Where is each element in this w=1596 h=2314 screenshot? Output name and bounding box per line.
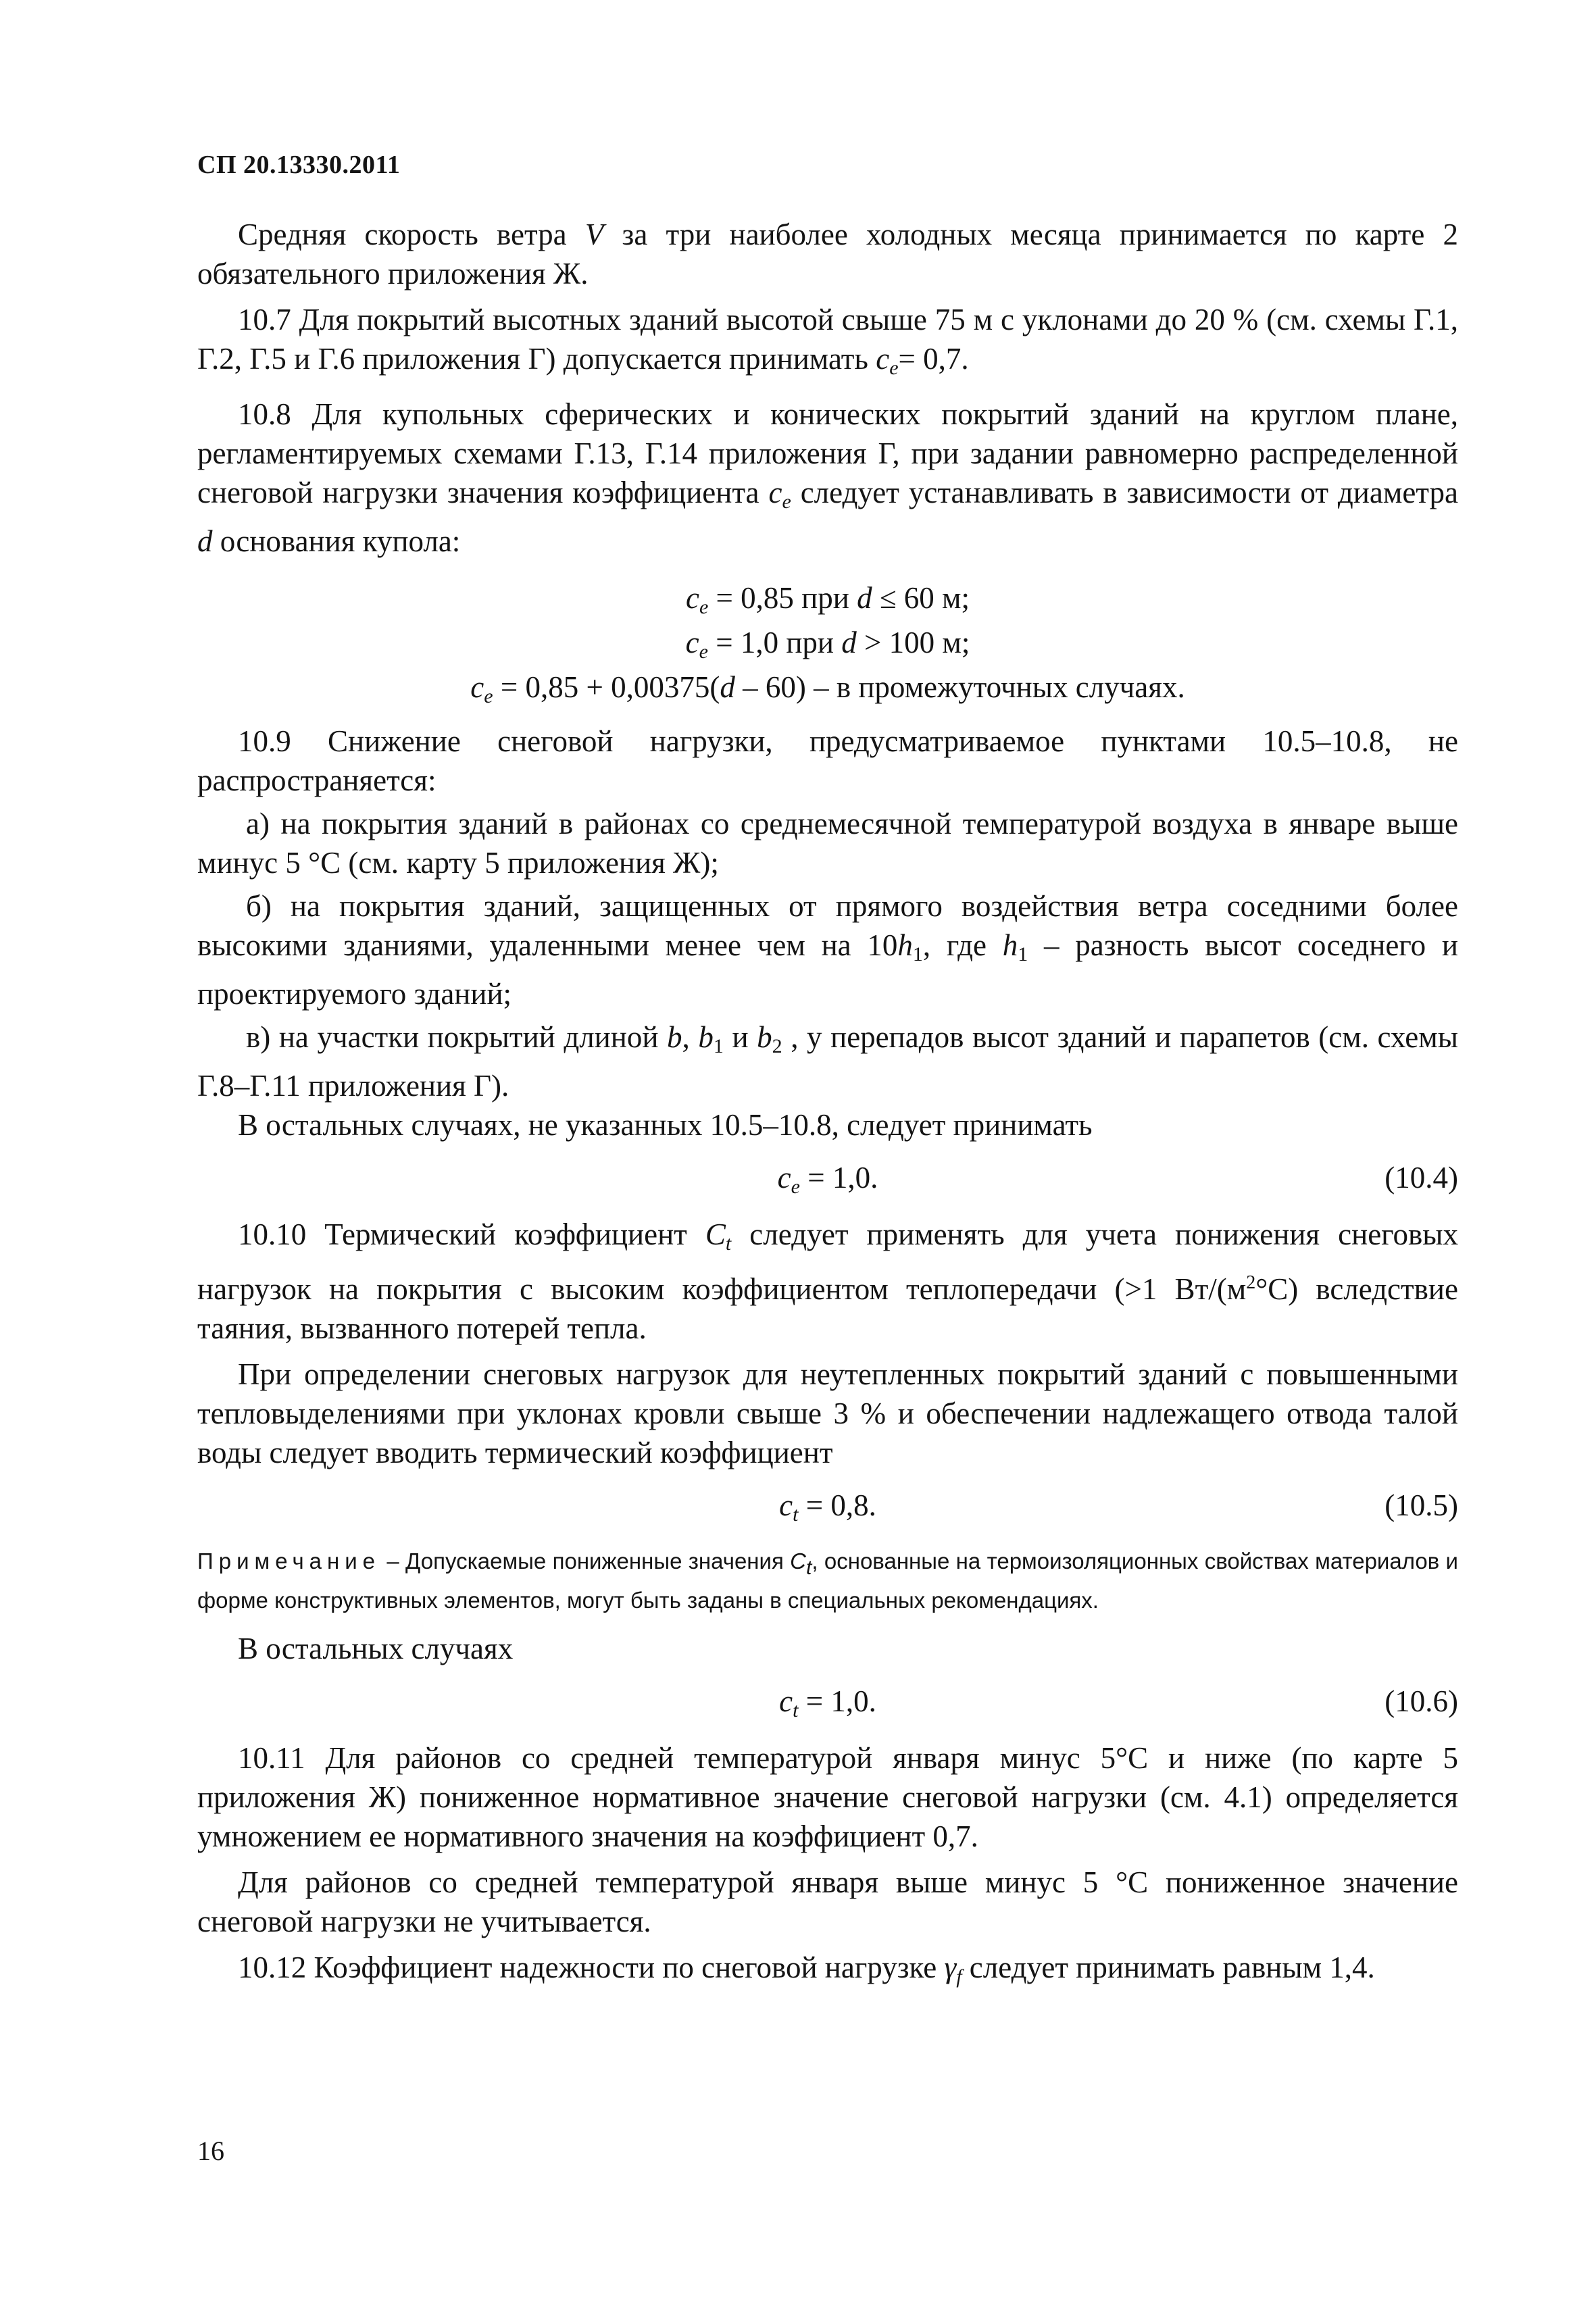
symbol-d: d (197, 524, 213, 558)
formula-line (197, 576, 1458, 620)
symbol-c: c (685, 581, 699, 615)
note (197, 1545, 1458, 1617)
formula-number: (10.4) (1385, 1161, 1458, 1194)
formula-10-6 (197, 1676, 1458, 1726)
subscript-e: e (699, 640, 708, 663)
symbol-C: C (705, 1217, 726, 1251)
formula-block-ce (197, 576, 1458, 709)
text: = 0,85 + 0,00375( (493, 670, 720, 704)
symbol-gamma: γ (944, 1951, 957, 1984)
text: °С) вследствие таяния, вызванного потерей тепла. (197, 1272, 1458, 1345)
symbol-c: c (470, 670, 484, 704)
symbol-b1: b (698, 1020, 714, 1054)
paragraph-other-cases: В остальных случаях, не указанных 10.5–10.8, следует принимать (238, 1108, 1093, 1142)
subscript-2: 2 (772, 1035, 782, 1057)
text: = 1,0 при (707, 626, 842, 659)
subscript-e: e (699, 596, 709, 618)
formula-line (197, 620, 1458, 665)
paragraph-thermal: При определении снеговых нагрузок для неутепленных покрытий зданий с повышенными тепловыделениями при уклонах кровли свыше 3 % и обеспечении надлежащего отвода талой воды следует вводить термический коэффициент (197, 1357, 1458, 1469)
paragraph-10-11: 10.11 Для районов со средней температурой января минус 5°С и ниже (по карте 5 приложения Ж) пониженное нормативное значение снеговой нагрузки (см. 4.1) определяется умножением ее нормативного значения на коэффициент 0,7. (197, 1741, 1458, 1853)
list-item-a: а) на покрытия зданий в районах со среднемесячной температурой воздуха в январе выше минус 5 °С (см. карту 5 приложения Ж); (197, 807, 1458, 880)
text: , (682, 1020, 699, 1054)
text: следует применять для учета понижения снеговых нагрузок на покрытия с высоким коэффициентом теплопередачи (>1 Вт/(м (197, 1217, 1458, 1306)
list-item-b (197, 886, 1458, 1013)
paragraph-other-cases-2: В остальных случаях (238, 1632, 514, 1665)
symbol-c: c (779, 1684, 793, 1718)
subscript-t: t (725, 1232, 732, 1255)
symbol-d: d (720, 670, 735, 704)
text: 10.8 Для купольных сферических и конических покрытий зданий на круглом плане, регламентируемых схемами Г.13, Г.14 приложения Г, при задании равномерно распределенной снеговой нагрузки значения коэффициента (197, 397, 1458, 509)
text: > 100 м; (856, 626, 970, 659)
paragraph-10-9: 10.9 Снижение снеговой нагрузки, предусматриваемое пунктами 10.5–10.8, не распространяется: (197, 724, 1458, 797)
formula-number: (10.5) (1385, 1488, 1458, 1522)
formula-10-4 (197, 1153, 1458, 1203)
text: Средняя скорость ветра (238, 218, 585, 251)
symbol-b2: b (757, 1020, 772, 1054)
subscript-t: t (793, 1699, 799, 1721)
paragraph-10-8 (197, 395, 1458, 561)
text: = 0,7. (898, 342, 969, 376)
formula-10-5 (197, 1480, 1458, 1530)
formula-number: (10.6) (1385, 1684, 1458, 1718)
paragraph-10-7 (197, 300, 1458, 388)
subscript-e: e (889, 357, 899, 379)
text: – разность высот соседнего и проектируемого зданий; (197, 928, 1458, 1011)
text: основания купола: (212, 524, 461, 558)
subscript-e: e (782, 491, 791, 513)
symbol-d: d (857, 581, 872, 615)
text: за три наиболее холодных месяца принимается по карте 2 обязательного приложения Ж. (197, 218, 1458, 291)
formula (197, 1153, 1458, 1212)
subscript-e: e (791, 1176, 800, 1198)
text: 10.7 Для покрытий высотных зданий высотой свыше 75 м с уклонами до 20 % (см. схемы Г.1, Г.2, Г.5 и Г.6 приложения Г) допускается принимать (197, 303, 1458, 376)
text: в) на участки покрытий длиной (246, 1020, 668, 1054)
text: и (723, 1020, 757, 1054)
page-number: 16 (197, 2136, 224, 2166)
symbol-c: c (777, 1161, 791, 1194)
formula (197, 1676, 1458, 1736)
text: – Допускаемые пониженные значения (380, 1549, 791, 1574)
formula-line (197, 665, 1458, 709)
subscript-e: e (484, 685, 493, 707)
symbol-c: c (779, 1488, 793, 1522)
text: = 0,85 при (708, 581, 857, 615)
paragraph-10-12 (197, 1948, 1458, 1996)
symbol-c: c (685, 626, 699, 659)
text: = 1,0. (798, 1684, 876, 1718)
subscript-t: t (806, 1557, 812, 1579)
symbol-h: h (897, 928, 913, 962)
subscript-1: 1 (912, 943, 923, 965)
symbol-c: c (876, 342, 890, 376)
subscript-t: t (793, 1503, 799, 1526)
subscript-f: f (956, 1965, 962, 1988)
subscript-1: 1 (1018, 943, 1028, 965)
formula (197, 1480, 1458, 1540)
text: – 60) – в промежуточных случаях. (734, 670, 1185, 704)
symbol-h: h (1002, 928, 1018, 962)
list-item-c (197, 1017, 1458, 1105)
superscript-2: 2 (1246, 1272, 1256, 1293)
symbol-b: b (667, 1020, 682, 1054)
symbol-d: d (841, 626, 857, 659)
text: 10.12 Коэффициент надежности по снеговой нагрузке (238, 1951, 945, 1984)
symbol-C: C (790, 1549, 807, 1574)
text: , у перепадов высот зданий и парапетов (см. схемы Г.8–Г.11 приложения Г). (197, 1020, 1458, 1103)
text: , основанные на термоизоляционных свойствах материалов и форме конструктивных элементов, могут быть заданы в специальных рекомендациях. (197, 1549, 1458, 1613)
paragraph-regions: Для районов со средней температурой января выше минус 5 °С пониженное значение снеговой нагрузки не учитывается. (197, 1865, 1458, 1938)
text: = 1,0. (799, 1161, 878, 1194)
symbol-c: c (768, 476, 782, 509)
subscript-1: 1 (713, 1035, 724, 1057)
text: 10.10 Термический коэффициент (238, 1217, 705, 1251)
text: ≤ 60 м; (872, 581, 970, 615)
text: б) на покрытия зданий, защищенных от прямого воздействия ветра соседними более высокими зданиями, удаленными менее чем на 10 (197, 889, 1458, 962)
document-code-header: СП 20.13330.2011 (197, 151, 401, 179)
text: , где (922, 928, 1003, 962)
text: = 0,8. (798, 1488, 876, 1522)
paragraph-10-10 (197, 1215, 1458, 1348)
document-body (197, 215, 1458, 1996)
text: следует устанавливать в зависимости от диаметра (791, 476, 1458, 509)
note-label: Примечание (197, 1549, 381, 1574)
text: следует принимать равным 1,4. (962, 1951, 1375, 1984)
paragraph-wind-speed (197, 215, 1458, 293)
symbol-v: V (584, 218, 604, 251)
